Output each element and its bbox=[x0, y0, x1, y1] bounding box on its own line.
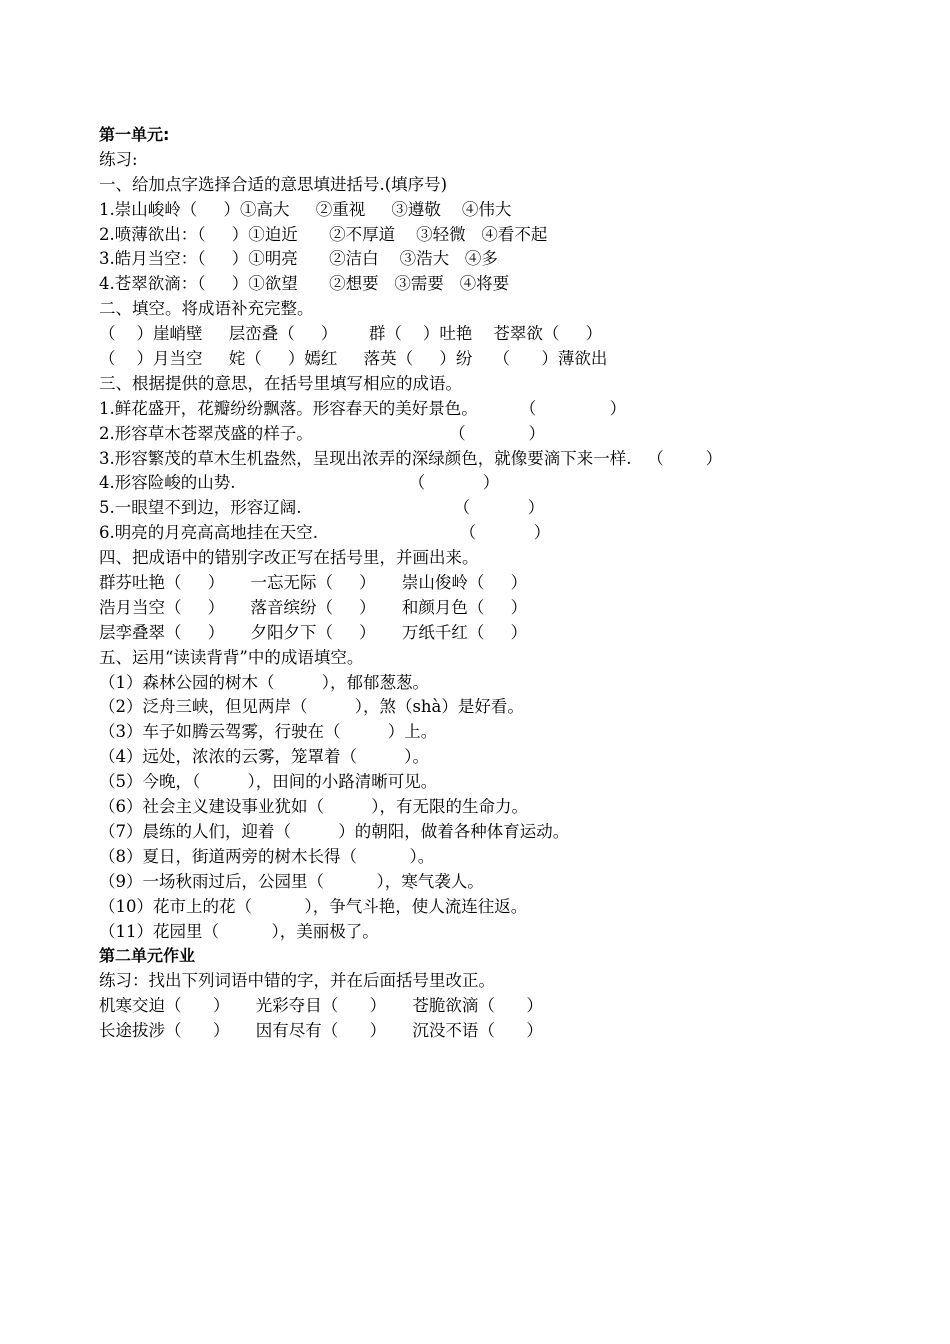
document-body bbox=[99, 123, 919, 1044]
text-line: 练习: bbox=[99, 149, 138, 169]
text-line: （ ）月当空 姹（ ）嫣红 落英（ ）纷 （ ）薄欲出 bbox=[99, 349, 608, 369]
text-line: （5）今晚，（ ），田间的小路清晰可见。 bbox=[99, 772, 438, 792]
section-heading: 第一单元: bbox=[99, 125, 170, 144]
text-line: 长途拔涉（ ） 因有尽有（ ） 沉没不语（ ） bbox=[99, 1021, 543, 1041]
text-line: 1.崇山峻岭（ ）①高大 ②重视 ③遵敬 ④伟大 bbox=[99, 199, 512, 219]
text-line: 3.形容繁茂的草木生机盎然，呈现出浓弄的深绿颜色，就像要滴下来一样. （ ） bbox=[99, 448, 723, 468]
text-line: 浩月当空（ ） 落音缤纷（ ） 和颜月色（ ） bbox=[99, 597, 528, 617]
text-line: 一、给加点字选择合适的意思填进括号.(填序号) bbox=[99, 174, 448, 194]
text-line: 3.皓月当空：（ ）①明亮 ②洁白 ③浩大 ④多 bbox=[99, 249, 498, 269]
text-line: 三、根据提供的意思，在括号里填写相应的成语。 bbox=[99, 373, 462, 393]
text-line: 1.鲜花盛开，花瓣纷纷飘落。形容春天的美好景色。 （ ） bbox=[99, 398, 627, 418]
text-line: 4.苍翠欲滴：（ ）①欲望 ②想要 ③需要 ④将要 bbox=[99, 274, 510, 294]
text-line: （9）一场秋雨过后，公园里（ ），寒气袭人。 bbox=[99, 871, 484, 891]
text-line: 五、运用“读读背背”中的成语填空。 bbox=[99, 647, 364, 667]
text-line: （10）花市上的花（ ），争气斗艳，使人流连往返。 bbox=[99, 896, 528, 916]
text-line: （4）远处，浓浓的云雾，笼罩着（ ）。 bbox=[99, 747, 429, 767]
text-line: （11）花园里（ ），美丽极了。 bbox=[99, 921, 379, 941]
text-line: （ ）崖峭壁 层峦叠（ ） 群（ ）吐艳 苍翠欲（ ） bbox=[99, 324, 603, 344]
text-line: 四、把成语中的错别字改正写在括号里，并画出来。 bbox=[99, 548, 479, 568]
text-line: （8）夏日，街道两旁的树木长得（ ）。 bbox=[99, 846, 435, 866]
text-line: （2）泛舟三峡，但见两岸（ ），煞（shà）是好看。 bbox=[99, 697, 524, 717]
text-line: 2.形容草木苍翠茂盛的样子。 （ ） bbox=[99, 423, 546, 443]
text-line: 群芬吐艳（ ） 一忘无际（ ） 崇山俊岭（ ） bbox=[99, 573, 528, 593]
text-line: 层孪叠翠（ ） 夕阳夕下（ ） 万纸千红（ ） bbox=[99, 622, 528, 642]
text-line: 2.喷薄欲出：（ ）①迫近 ②不厚道 ③轻微 ④看不起 bbox=[99, 224, 548, 244]
text-line: 练习：找出下列词语中错的字，并在后面括号里改正。 bbox=[99, 971, 495, 991]
text-line: 二、填空。将成语补充完整。 bbox=[99, 299, 314, 319]
text-line: （7）晨练的人们，迎着（ ）的朝阳，做着各种体育运动。 bbox=[99, 821, 570, 841]
text-line: 机寒交迫（ ） 光彩夺目（ ） 苍脆欲滴（ ） bbox=[99, 996, 543, 1016]
text-line: 4.形容险峻的山势. （ ） bbox=[99, 473, 500, 493]
text-line: （6）社会主义建设事业犹如（ ），有无限的生命力。 bbox=[99, 797, 528, 817]
text-line: 6.明亮的月亮高高地挂在天空. （ ） bbox=[99, 523, 551, 543]
text-line: （1）森林公园的树木（ ），郁郁葱葱。 bbox=[99, 672, 429, 692]
text-line: （3）车子如腾云驾雾，行驶在（ ）上。 bbox=[99, 722, 438, 742]
section-heading: 第二单元作业 bbox=[99, 946, 196, 966]
text-line: 5.一眼望不到边，形容辽阔. （ ） bbox=[99, 498, 545, 518]
